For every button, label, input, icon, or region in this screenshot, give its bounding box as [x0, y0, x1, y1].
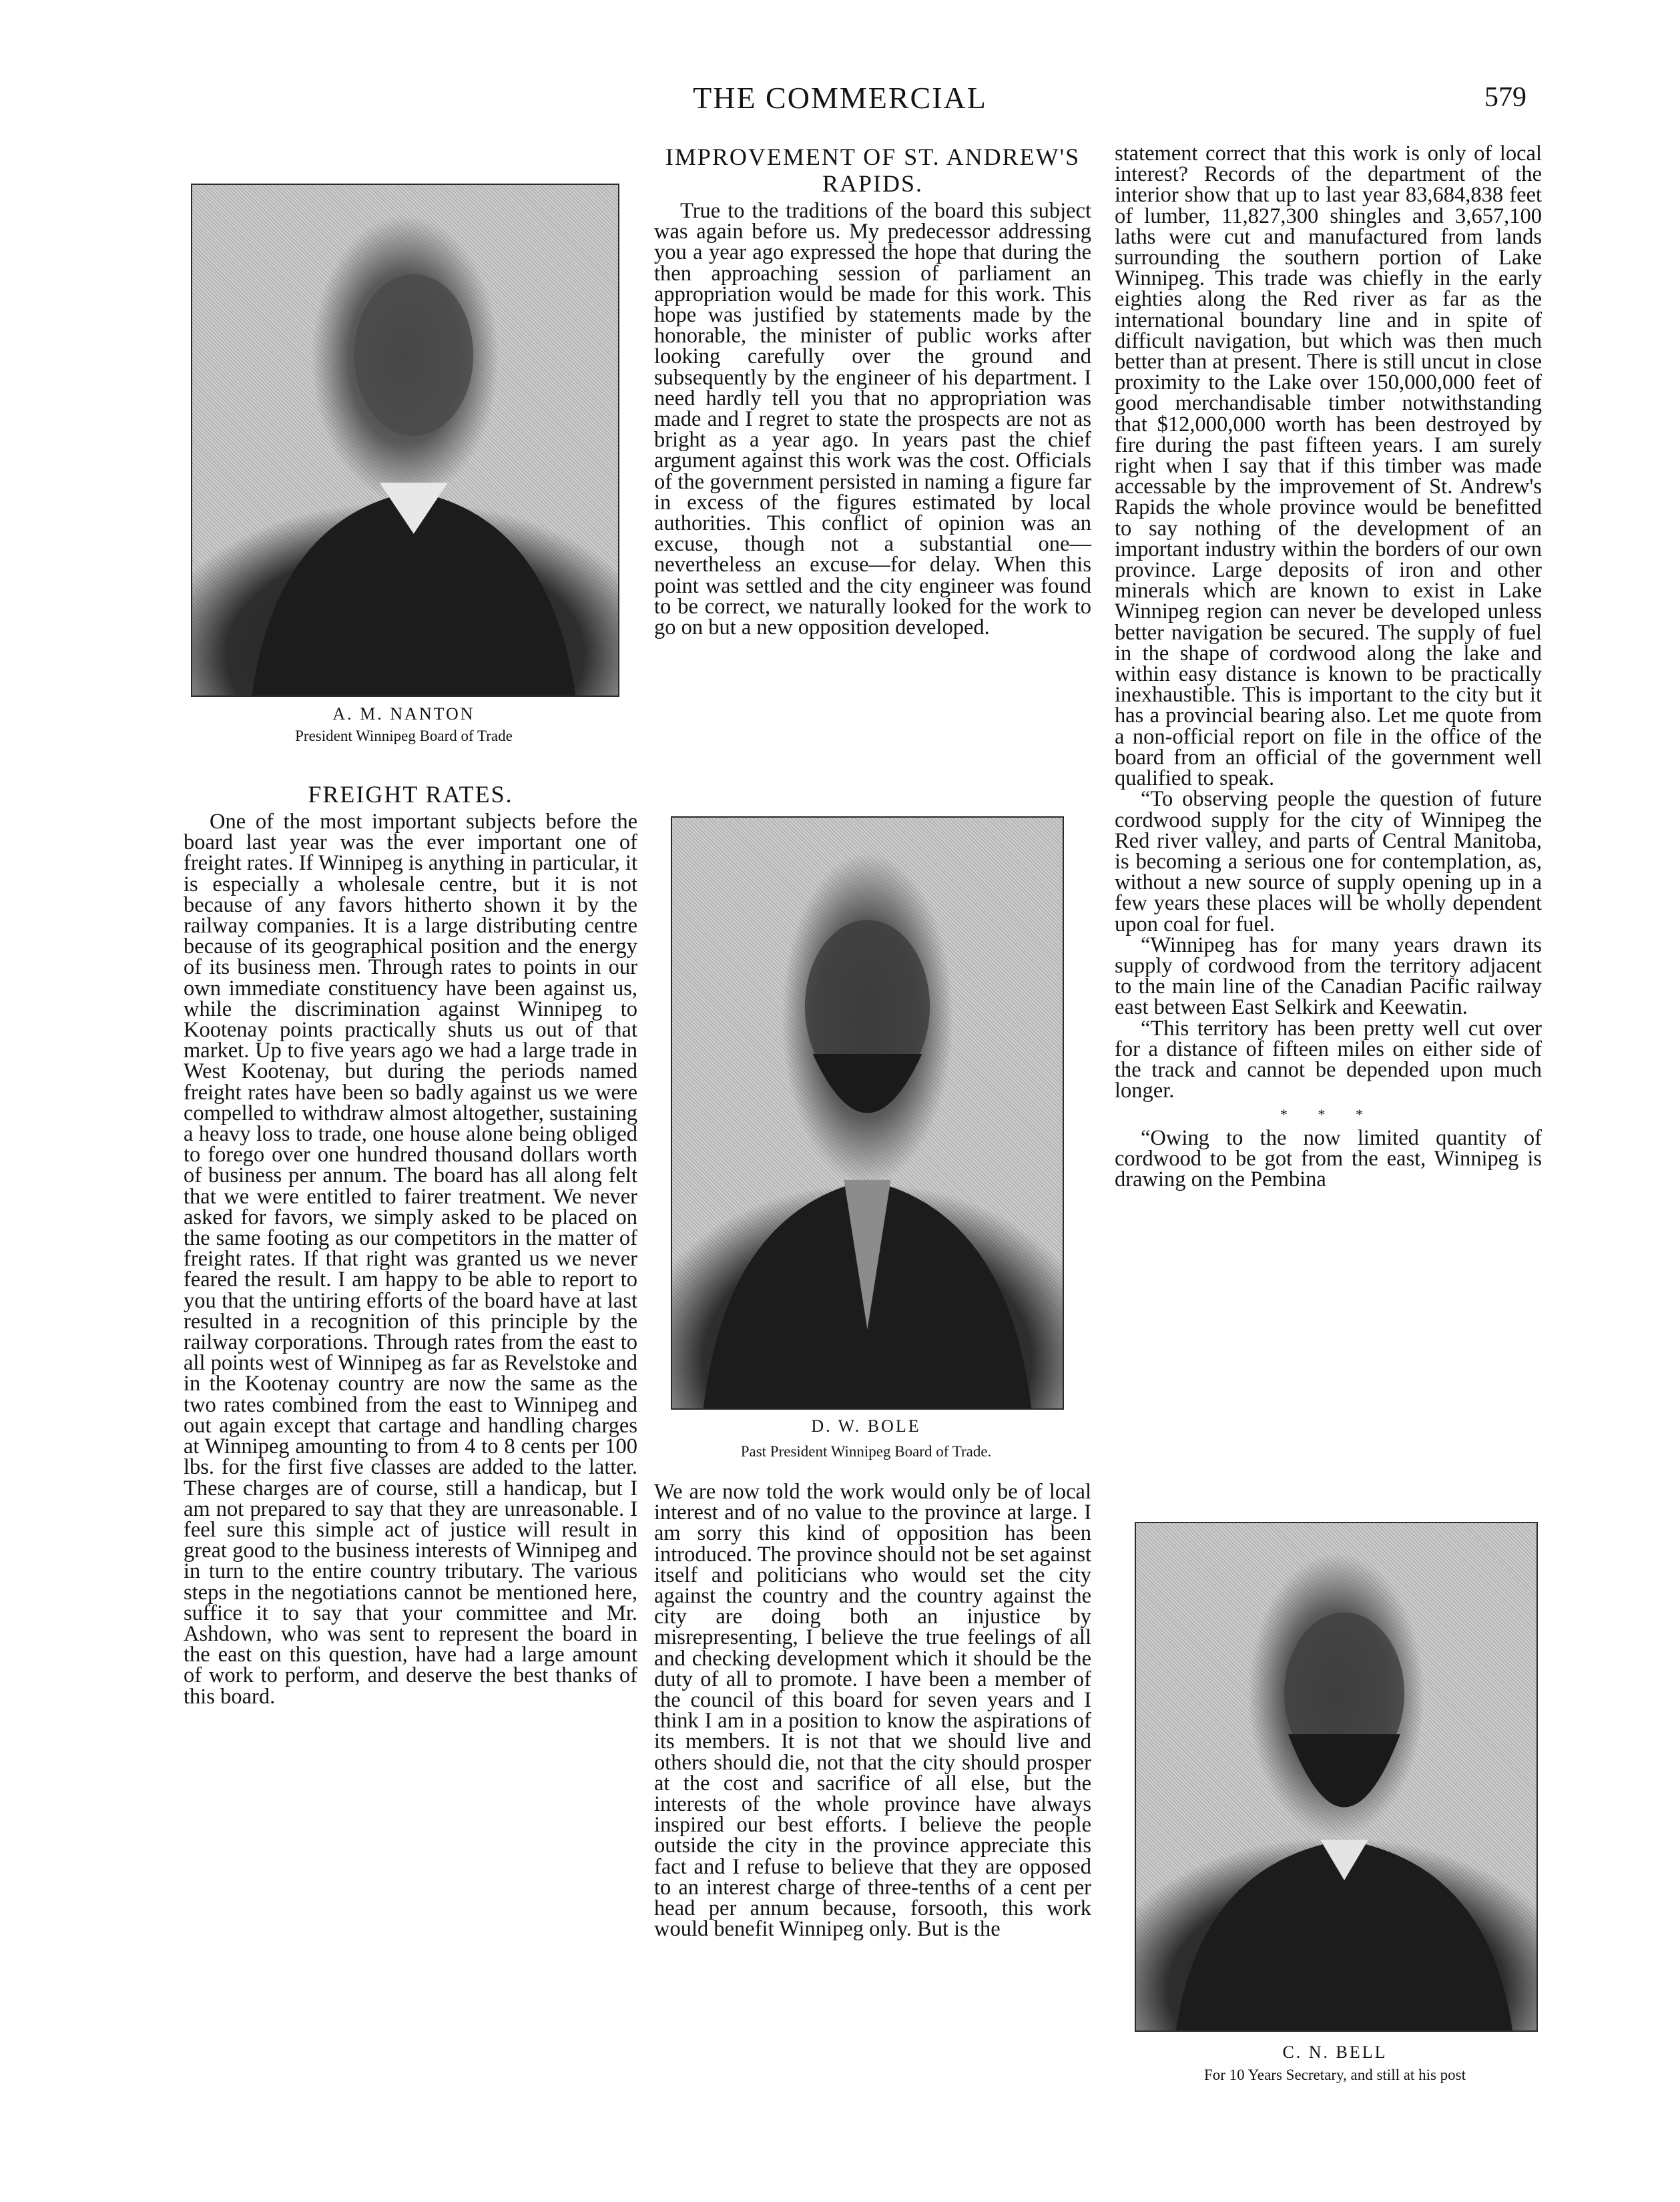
cordwood-paragraph-3: “Winnipeg has for many years drawn its supply of cordwood from the territory adjacent to the main line of the Canadian Pacific railway east between East Selkirk and Keewatin.	[1115, 932, 1542, 1020]
portrait-silhouette-icon	[192, 185, 618, 696]
running-title: THE COMMERCIAL	[693, 81, 987, 115]
cordwood-paragraph-4: “This territory has been pretty well cut over for a distance of fifteen miles on either side of the track and cannot be depended upon much longer.	[1115, 1016, 1542, 1103]
st-andrews-paragraph-1: True to the traditions of the board this subject was again before us. My predecessor addressing you a year ago expressed the hope that during the then approaching session of parliament an appropriation would be made for this work. This hope was justified by statements made by the honorable, the minister of public works after looking carefully over the ground and subsequently by the engineer of his department. I need hardly tell you that no appropriation was made and I regret to state the prospects are not as bright as a year ago. In years past the chief argument against this work was the cost. Officials of the government persisted in naming a figure far in excess of the figures estimated by local authorities. This conflict of opinion was an excuse, though not a substantial one—nevertheless an excuse—for delay. When this point was settled and the city engineer was found to be correct, we naturally looked for the work to go on but a new opposition developed.	[654, 199, 1091, 640]
portrait-bole-title: Past President Winnipeg Board of Trade.	[740, 1443, 992, 1460]
column-st-andrews-bottom	[654, 1482, 1091, 2169]
freight-rates-heading: FREIGHT RATES.	[308, 781, 513, 808]
portrait-silhouette-icon	[1136, 1523, 1536, 2030]
portrait-bole	[671, 816, 1064, 1410]
column-freight-rates	[184, 781, 637, 2149]
cordwood-paragraph-2: “To observing people the question of future cordwood supply for the city of Winnipeg the Red river valley, and parts of Central Manitoba, is becoming a serious one for contemplation, as, without a new source of supply opening up in a few years these places will be wholly dependent upon coal for fuel.	[1115, 787, 1542, 936]
portrait-bell-name: C. N. BELL	[1282, 2042, 1388, 2062]
portrait-nanton-title: President Winnipeg Board of Trade	[295, 728, 513, 744]
portrait-silhouette-icon	[672, 818, 1063, 1408]
portrait-bell-title: For 10 Years Secretary, and still at his post	[1203, 2067, 1466, 2083]
st-andrews-paragraph-2: We are now told the work would only be of local interest and of no value to the province at large. I am sorry this kind of opposition has been introduced. The province should not be set against itself and politicians who would set the city against the country and the country against the city are doing both an injustice by misrepresenting, I believe the true feelings of all and checking development which it should be the duty of all to promote. I have been a member of the council of this board for seven years and I think I am in a position to know the aspirations of its members. It is not that we should live and others should die, not that the city should prosper at the cost and sacrifice of all else, but the interests of the whole province have always inspired our best efforts. I believe the people outside the city in the province appreciate this fact and I refuse to believe that they are opposed to an interest charge of three-tenths of a cent per head per annum because, forsooth, this work would benefit Winnipeg only. But is the	[654, 1480, 1091, 1942]
freight-rates-paragraph: One of the most important subjects before the board last year was the ever important one of freight rates. If Winnipeg is anything in particular, it is especially a wholesale centre, but it is not because of any favors hitherto shown it by the railway companies. It is a large distributing centre because of its geographical position and the energy of its business men. Through rates to points in our own immediate constituency have been against us, while the discrimination against Winnipeg to Kootenay points practically shuts us out of that market. Up to five years ago we had a large trade in West Kootenay, but during the periods named freight rates have been so badly against us we were compelled to withdraw almost altogether, sustaining a heavy loss to trade, one house alone being obliged to forego over one hundred thousand dollars worth of business per annum. The board has all along felt that we were entitled to fairer treatment. We never asked for favors, we simply asked to be placed on the same footing as our competitors in the matter of freight rates. If that right was granted us we never feared the result. I am happy to be able to report to you that the untiring efforts of the board have at last resulted in a recognition of this principle by the railway corporations. Through rates from the east to all points west of Winnipeg as far as Revelstoke and in the Kootenay country are now the same as the two rates combined from the east to Winnipeg and out again except that cartage and handling charges at Winnipeg amounting to from 4 to 8 cents per 100 lbs. for the first five classes are added to the latter. These charges are of course, still a handicap, but I am not prepared to say that they are unreasonable. I feel sure this simple act of justice will result in great good to the business interests of Winnipeg and in turn to the entire country tributary. The various steps in the negotiations cannot be mentioned here, suffice it to say that your committee and Mr. Ashdown, who was sent to represent the board in the east on this question, have had a large amount of work to perform, and deserve the best thanks of this board.	[184, 810, 637, 1709]
portrait-bell	[1135, 1522, 1538, 2032]
page-number: 579	[1484, 82, 1526, 113]
column-cordwood	[1115, 144, 1542, 1472]
cordwood-paragraph-5: “Owing to the now limited quantity of cordwood to be got from the east, Winnipeg is drawing on the Pembina	[1115, 1125, 1542, 1191]
portrait-bole-name: D. W. BOLE	[811, 1416, 921, 1436]
portrait-nanton-name: A. M. NANTON	[332, 704, 475, 724]
cordwood-paragraph-1: statement correct that this work is only of local interest? Records of the department of the interior show that up to last year 83,684,838 feet of lumber, 11,827,300 shingles and 3,657,100 laths were cut and manufactured from lands surrounding the southern portion of Lake Winnipeg. This trade was chiefly in the early eighties along the Red river as far as the international boundary line and in spite of difficult navigation, but which was then much better than at present. There is still uncut in close proximity to the Lake over 150,000,000 feet of good merchandisable timber notwithstanding that $12,000,000 worth has been destroyed by fire during the past fifteen years. I am surely right when I say that if this timber was made accessable by the improvement of St. Andrew's Rapids the whole province would be benefitted to say nothing of the development of an important industry within the borders of our own province. Large deposits of iron and other minerals which are known to exist in Lake Winnipeg region can never be developed unless better navigation be secured. The supply of fuel in the shape of cordwood along the lake and within easy distance is known to be practically inexhaustible. This is important to the city but it has a provincial bearing also. Let me quote from a non-official report on file in the office of the board from an official of the government well qualified to speak.	[1115, 142, 1542, 791]
portrait-nanton	[191, 184, 619, 697]
st-andrews-heading: IMPROVEMENT OF ST. ANDREW'S RAPIDS.	[665, 144, 1081, 197]
column-st-andrews-top	[654, 144, 1091, 804]
section-ornament: * * *	[1280, 1106, 1376, 1123]
